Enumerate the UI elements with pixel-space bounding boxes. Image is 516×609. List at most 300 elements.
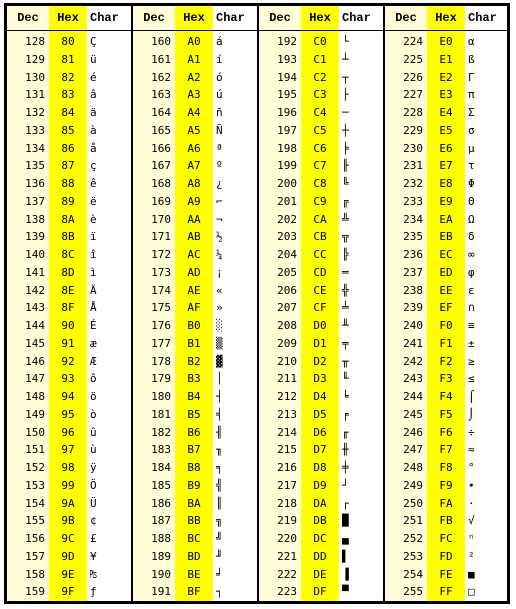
dec-cell: 160 <box>151 35 171 48</box>
char-cell: · <box>468 496 475 510</box>
table-row <box>385 104 507 122</box>
char-cell: â <box>90 88 97 102</box>
dec-cell: 243 <box>403 372 423 386</box>
char-cell: ÿ <box>90 461 97 474</box>
dec-cell: 197 <box>277 123 297 137</box>
hex-cell: B6 <box>187 425 201 439</box>
char-cell: ▒ <box>216 336 223 350</box>
dec-cell: 193 <box>277 52 297 66</box>
dec-cell: 146 <box>25 354 45 368</box>
hex-cell: A2 <box>187 70 201 84</box>
table-row <box>385 495 507 513</box>
hex-cell: E6 <box>439 141 453 155</box>
hex-cell: D9 <box>313 478 327 492</box>
table-row <box>259 33 383 51</box>
dec-cell: 161 <box>151 52 171 66</box>
char-cell: ┴ <box>342 52 349 66</box>
dec-cell: 152 <box>25 461 45 474</box>
table-row <box>133 140 257 158</box>
char-cell: ï <box>90 230 97 244</box>
dec-cell: 204 <box>277 248 297 261</box>
table-row <box>7 477 131 495</box>
table-row <box>133 175 257 193</box>
char-cell: ª <box>216 141 223 155</box>
table-row <box>385 512 507 530</box>
table-row <box>385 441 507 459</box>
table-row <box>385 140 507 158</box>
header-hex: Hex <box>309 11 331 25</box>
hex-cell: CD <box>313 265 327 279</box>
hex-cell: B8 <box>187 461 201 474</box>
dec-cell: 180 <box>151 390 171 403</box>
char-cell: ¬ <box>216 212 223 226</box>
hex-cell: E2 <box>439 70 453 84</box>
table-row <box>259 512 383 530</box>
table-row <box>259 69 383 87</box>
hex-cell: AC <box>187 248 201 261</box>
dec-cell: 168 <box>151 177 171 190</box>
dec-cell: 196 <box>277 106 297 119</box>
dec-cell: 246 <box>403 425 423 439</box>
char-cell: ε <box>468 283 475 297</box>
hex-cell: F3 <box>439 372 453 386</box>
char-cell: » <box>216 301 223 315</box>
table-row <box>133 424 257 442</box>
char-cell: « <box>216 283 223 297</box>
table-row <box>7 228 131 246</box>
char-cell: ë <box>90 194 97 208</box>
dec-cell: 142 <box>25 283 45 297</box>
table-row <box>385 122 507 140</box>
table-row <box>385 424 507 442</box>
hex-cell: 8A <box>61 212 75 226</box>
hex-cell: 94 <box>61 390 75 403</box>
dec-cell: 240 <box>403 319 423 332</box>
dec-cell: 179 <box>151 372 171 386</box>
dec-cell: 136 <box>25 177 45 190</box>
table-row <box>133 353 257 371</box>
hex-cell: 95 <box>61 407 75 421</box>
char-cell: ì <box>90 265 97 279</box>
dec-cell: 195 <box>277 88 297 102</box>
dec-cell: 251 <box>403 514 423 528</box>
table-row <box>259 424 383 442</box>
char-cell: ñ <box>216 106 223 119</box>
table-row <box>133 459 257 477</box>
char-cell: è <box>90 212 97 226</box>
table-row <box>7 299 131 317</box>
table-row <box>7 583 131 601</box>
hex-cell: CC <box>313 248 327 261</box>
hex-cell: F8 <box>439 461 453 474</box>
dec-cell: 235 <box>403 230 423 244</box>
dec-cell: 247 <box>403 443 423 457</box>
char-cell: ╧ <box>342 301 349 315</box>
char-cell: ╤ <box>342 336 349 350</box>
hex-cell: CE <box>313 283 327 297</box>
header-char: Char <box>468 11 497 25</box>
hex-cell: C9 <box>313 194 327 208</box>
dec-cell: 163 <box>151 88 171 102</box>
table-row <box>259 406 383 424</box>
char-cell: Ü <box>90 496 97 510</box>
dec-cell: 174 <box>151 283 171 297</box>
hex-cell: B7 <box>187 443 201 457</box>
hex-cell: F1 <box>439 336 453 350</box>
table-row <box>385 388 507 406</box>
dec-cell: 135 <box>25 159 45 173</box>
hex-cell: E4 <box>439 106 453 119</box>
dec-cell: 253 <box>403 549 423 563</box>
hex-cell: 8C <box>61 248 75 261</box>
char-cell: ê <box>90 177 97 190</box>
table-row <box>259 299 383 317</box>
table-row <box>259 140 383 158</box>
ascii-table <box>4 3 510 604</box>
char-cell: ° <box>468 461 475 474</box>
char-cell: ╪ <box>342 461 349 474</box>
char-cell: ä <box>90 106 97 119</box>
dec-cell: 254 <box>403 567 423 581</box>
char-cell: Ω <box>468 212 475 226</box>
hex-cell: FF <box>439 585 453 599</box>
hex-cell: 90 <box>61 319 75 332</box>
table-row <box>259 104 383 122</box>
dec-cell: 225 <box>403 52 423 66</box>
dec-cell: 213 <box>277 407 297 421</box>
table-row <box>385 51 507 69</box>
table-row <box>259 388 383 406</box>
hex-cell: BA <box>187 496 201 510</box>
hex-cell: C4 <box>313 106 327 119</box>
hex-cell: D4 <box>313 390 327 403</box>
hex-cell: D5 <box>313 407 327 421</box>
table-row <box>259 175 383 193</box>
dec-cell: 171 <box>151 230 171 244</box>
char-cell: ╡ <box>216 407 223 421</box>
char-cell: ║ <box>216 496 223 510</box>
dec-cell: 138 <box>25 212 45 226</box>
hex-cell: CF <box>313 301 327 315</box>
hex-cell: C7 <box>313 159 327 173</box>
char-cell: æ <box>90 336 97 350</box>
table-row <box>133 335 257 353</box>
hex-cell: AA <box>187 212 201 226</box>
table-row <box>133 406 257 424</box>
table-row <box>385 477 507 495</box>
hex-cell: ED <box>439 265 453 279</box>
table-row <box>7 353 131 371</box>
char-cell: ¢ <box>90 514 97 528</box>
table-row <box>133 512 257 530</box>
hex-cell: F9 <box>439 478 453 492</box>
hex-cell: 9C <box>61 532 75 545</box>
char-cell: é <box>90 70 97 84</box>
table-row <box>133 548 257 566</box>
char-cell: í <box>216 52 223 66</box>
hex-cell: D6 <box>313 425 327 439</box>
char-cell: ¥ <box>90 549 97 563</box>
table-row <box>385 157 507 175</box>
dec-cell: 151 <box>25 443 45 457</box>
dec-cell: 227 <box>403 88 423 102</box>
table-row <box>385 317 507 335</box>
char-cell: ½ <box>216 230 223 244</box>
hex-cell: C2 <box>313 70 327 84</box>
dec-cell: 205 <box>277 265 297 279</box>
table-row <box>7 424 131 442</box>
hex-cell: DB <box>313 514 327 528</box>
hex-cell: BF <box>187 585 201 599</box>
char-cell: ┘ <box>342 478 349 492</box>
dec-cell: 215 <box>277 443 297 457</box>
dec-cell: 238 <box>403 283 423 297</box>
hex-cell: E0 <box>439 35 453 48</box>
hex-cell: F4 <box>439 390 453 403</box>
dec-cell: 141 <box>25 265 45 279</box>
char-cell: ² <box>468 549 475 563</box>
hex-cell: E3 <box>439 88 453 102</box>
dec-cell: 199 <box>277 159 297 173</box>
table-row <box>259 583 383 601</box>
table-row <box>385 211 507 229</box>
dec-cell: 206 <box>277 283 297 297</box>
hex-cell: CB <box>313 230 327 244</box>
char-cell: ¿ <box>216 177 223 190</box>
table-row <box>259 51 383 69</box>
char-cell: î <box>90 248 97 261</box>
table-row <box>133 122 257 140</box>
dec-cell: 132 <box>25 106 45 119</box>
dec-cell: 156 <box>25 532 45 545</box>
char-cell: ∩ <box>468 301 475 315</box>
char-cell: ≤ <box>468 372 475 386</box>
hex-cell: B1 <box>187 336 201 350</box>
hex-cell: B9 <box>187 478 201 492</box>
char-cell: ─ <box>342 106 349 119</box>
hex-cell: 89 <box>61 194 75 208</box>
hex-cell: DD <box>313 549 327 563</box>
hex-cell: D3 <box>313 372 327 386</box>
hex-cell: FC <box>439 532 453 545</box>
table-row <box>385 530 507 548</box>
dec-cell: 220 <box>277 532 297 545</box>
char-cell: ╒ <box>342 407 349 421</box>
dec-cell: 231 <box>403 159 423 173</box>
hex-cell: E1 <box>439 52 453 66</box>
dec-cell: 249 <box>403 478 423 492</box>
header-dec: Dec <box>143 11 165 25</box>
char-cell: σ <box>468 123 475 137</box>
char-cell: □ <box>468 585 475 599</box>
hex-cell: D7 <box>313 443 327 457</box>
char-cell: £ <box>90 532 97 545</box>
char-cell: Φ <box>468 177 475 190</box>
dec-cell: 226 <box>403 70 423 84</box>
dec-cell: 230 <box>403 141 423 155</box>
hex-cell: BD <box>187 549 201 563</box>
header-row <box>133 6 257 31</box>
char-cell: ò <box>90 407 97 421</box>
char-cell: ╝ <box>216 532 223 545</box>
char-cell: ⌠ <box>468 390 475 403</box>
dec-cell: 130 <box>25 70 45 84</box>
hex-cell: C1 <box>313 52 327 66</box>
table-row <box>385 246 507 264</box>
table-row <box>385 566 507 584</box>
char-cell: Ö <box>90 478 97 492</box>
char-cell: ╗ <box>216 514 223 528</box>
char-cell: ú <box>216 88 223 102</box>
char-cell: ┼ <box>342 123 349 137</box>
dec-cell: 248 <box>403 461 423 474</box>
char-cell: ╠ <box>342 248 349 261</box>
hex-cell: F6 <box>439 425 453 439</box>
hex-cell: 98 <box>61 461 75 474</box>
table-row <box>259 495 383 513</box>
hex-cell: E7 <box>439 159 453 173</box>
char-cell: ∞ <box>468 248 475 261</box>
char-cell: ▓ <box>216 354 223 368</box>
hex-cell: A6 <box>187 141 201 155</box>
dec-cell: 242 <box>403 354 423 368</box>
table-row <box>259 459 383 477</box>
char-cell: ç <box>90 159 97 173</box>
table-row <box>7 140 131 158</box>
table-row <box>7 335 131 353</box>
table-row <box>133 69 257 87</box>
dec-cell: 184 <box>151 461 171 474</box>
table-row <box>7 530 131 548</box>
table-row <box>385 299 507 317</box>
dec-cell: 201 <box>277 194 297 208</box>
table-row <box>259 441 383 459</box>
dec-cell: 211 <box>277 372 297 386</box>
char-cell: ╔ <box>342 194 349 208</box>
hex-cell: 85 <box>61 123 75 137</box>
dec-cell: 191 <box>151 585 171 599</box>
table-row <box>259 211 383 229</box>
char-cell: ╨ <box>342 319 349 332</box>
hex-cell: 82 <box>61 70 75 84</box>
dec-cell: 128 <box>25 35 45 48</box>
dec-cell: 155 <box>25 514 45 528</box>
dec-cell: 150 <box>25 425 45 439</box>
hex-cell: DF <box>313 585 327 599</box>
table-row <box>259 264 383 282</box>
hex-cell: EF <box>439 301 453 315</box>
header-dec: Dec <box>269 11 291 25</box>
dec-cell: 212 <box>277 390 297 403</box>
table-row <box>385 370 507 388</box>
char-cell: φ <box>468 265 475 279</box>
hex-cell: 9F <box>61 585 75 599</box>
table-row <box>7 33 131 51</box>
header-char: Char <box>90 11 119 25</box>
char-cell: τ <box>468 159 475 173</box>
table-row <box>385 175 507 193</box>
table-row <box>7 193 131 211</box>
dec-cell: 186 <box>151 496 171 510</box>
hex-cell: C5 <box>313 123 327 137</box>
char-cell: ┌ <box>342 496 349 510</box>
table-row <box>133 370 257 388</box>
table-row <box>385 335 507 353</box>
table-row <box>259 335 383 353</box>
dec-cell: 209 <box>277 336 297 350</box>
dec-cell: 207 <box>277 301 297 315</box>
dec-cell: 147 <box>25 372 45 386</box>
dec-cell: 144 <box>25 319 45 332</box>
char-cell: █ <box>342 514 349 528</box>
hex-cell: B5 <box>187 407 201 421</box>
table-row <box>385 548 507 566</box>
table-row <box>133 264 257 282</box>
table-row <box>7 317 131 335</box>
dec-cell: 241 <box>403 336 423 350</box>
dec-cell: 236 <box>403 248 423 261</box>
table-row <box>259 282 383 300</box>
char-cell: ╚ <box>342 177 349 190</box>
dec-cell: 140 <box>25 248 45 261</box>
hex-cell: 86 <box>61 141 75 155</box>
header-row <box>385 6 507 31</box>
char-cell: ▌ <box>342 549 349 563</box>
table-row <box>7 566 131 584</box>
table-row <box>7 548 131 566</box>
hex-cell: FA <box>439 496 453 510</box>
char-cell: å <box>90 141 97 155</box>
table-row <box>133 388 257 406</box>
table-row <box>7 512 131 530</box>
hex-cell: 9D <box>61 549 75 563</box>
table-row <box>259 86 383 104</box>
table-row <box>133 104 257 122</box>
dec-cell: 170 <box>151 212 171 226</box>
table-row <box>385 282 507 300</box>
hex-cell: A3 <box>187 88 201 102</box>
dec-cell: 233 <box>403 194 423 208</box>
hex-cell: D0 <box>313 319 327 332</box>
hex-cell: BE <box>187 567 201 581</box>
hex-cell: BC <box>187 532 201 545</box>
table-row <box>259 246 383 264</box>
char-cell: ⌐ <box>216 194 223 208</box>
hex-cell: 99 <box>61 478 75 492</box>
table-row <box>7 406 131 424</box>
dec-cell: 237 <box>403 265 423 279</box>
char-cell: á <box>216 35 223 48</box>
header-dec: Dec <box>17 11 39 25</box>
hex-cell: EA <box>439 212 453 226</box>
hex-cell: B3 <box>187 372 201 386</box>
char-cell: ▐ <box>342 567 349 581</box>
hex-cell: 8D <box>61 265 75 279</box>
hex-cell: A8 <box>187 177 201 190</box>
header-hex: Hex <box>435 11 457 25</box>
hex-cell: B2 <box>187 354 201 368</box>
hex-cell: A0 <box>187 35 201 48</box>
dec-cell: 208 <box>277 319 297 332</box>
hex-cell: A7 <box>187 159 201 173</box>
table-row <box>7 388 131 406</box>
dec-cell: 157 <box>25 549 45 563</box>
dec-cell: 172 <box>151 248 171 261</box>
char-cell: ╫ <box>342 443 349 457</box>
dec-cell: 198 <box>277 141 297 155</box>
hex-cell: E9 <box>439 194 453 208</box>
hex-cell: 84 <box>61 106 75 119</box>
